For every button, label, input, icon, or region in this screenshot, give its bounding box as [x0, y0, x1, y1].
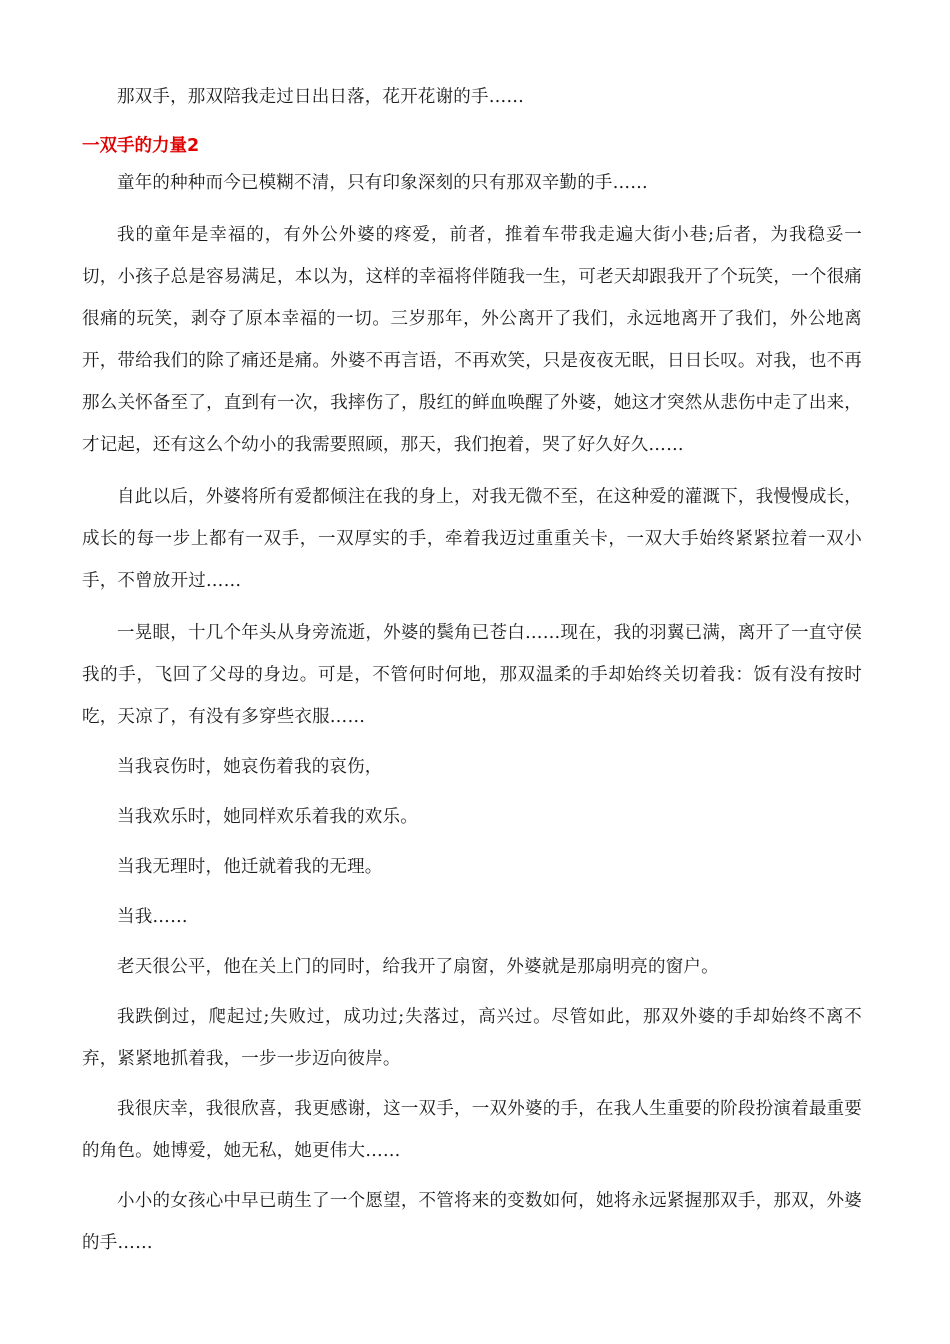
paragraph: 老天很公平，他在关上门的同时，给我开了扇窗，外婆就是那扇明亮的窗户。 — [117, 957, 719, 977]
section-title: 一双手的力量2 — [82, 136, 200, 156]
paragraph: 当我欢乐时，她同样欢乐着我的欢乐。 — [117, 807, 418, 827]
paragraph: 当我…… — [117, 907, 188, 927]
paragraph: 我很庆幸，我很欣喜，我更感谢，这一双手，一双外婆的手，在我人生重要的阶段扮演着最重要的角色。她博爱，她无私，她更伟大…… — [82, 1099, 862, 1161]
paragraph: 我的童年是幸福的，有外公外婆的疼爱，前者，推着车带我走遍大街小巷;后者，为我稳妥一切，小孩子总是容易满足，本以为，这样的幸福将伴随我一生，可老天却跟我开了个玩笑，一个很痛很痛的玩笑，剥夺了原本幸福的一切。三岁那年，外公离开了我们，永远地离开了我们，外公地离开，带给我们的除了痛还是痛。外婆不再言语，不再欢笑，只是夜夜无眠，日日长叹。对我，也不再那么关怀备至了，直到有一次，我摔伤了，殷红的鲜血唤醒了外婆，她这才突然从悲伤中走了出来，才记起，还有这么个幼小的我需要照顾，那天，我们抱着，哭了好久好久…… — [82, 225, 862, 455]
intro-line: 那双手，那双陪我走过日出日落，花开花谢的手…… — [117, 87, 525, 107]
paragraph: 童年的种种而今已模糊不清，只有印象深刻的只有那双辛勤的手…… — [117, 173, 648, 193]
paragraph: 一晃眼，十几个年头从身旁流逝，外婆的鬓角已苍白……现在，我的羽翼已满，离开了一直守侯我的手，飞回了父母的身边。可是，不管何时何地，那双温柔的手却始终关切着我：饭有没有按时吃，天凉了，有没有多穿些衣服…… — [82, 623, 862, 727]
paragraph: 当我无理时，他迁就着我的无理。 — [117, 857, 383, 877]
paragraph: 当我哀伤时，她哀伤着我的哀伤， — [117, 757, 383, 777]
document-body — [82, 76, 862, 1264]
paragraph: 小小的女孩心中早已萌生了一个愿望，不管将来的变数如何，她将永远紧握那双手，那双，外婆的手…… — [82, 1191, 862, 1253]
paragraph: 自此以后，外婆将所有爱都倾注在我的身上，对我无微不至，在这种爱的灌溉下，我慢慢成长，成长的每一步上都有一双手，一双厚实的手，牵着我迈过重重关卡，一双大手始终紧紧拉着一双小手，不曾放开过…… — [82, 487, 862, 591]
paragraph: 我跌倒过，爬起过;失败过，成功过;失落过，高兴过。尽管如此，那双外婆的手却始终不离不弃，紧紧地抓着我，一步一步迈向彼岸。 — [82, 1007, 862, 1069]
